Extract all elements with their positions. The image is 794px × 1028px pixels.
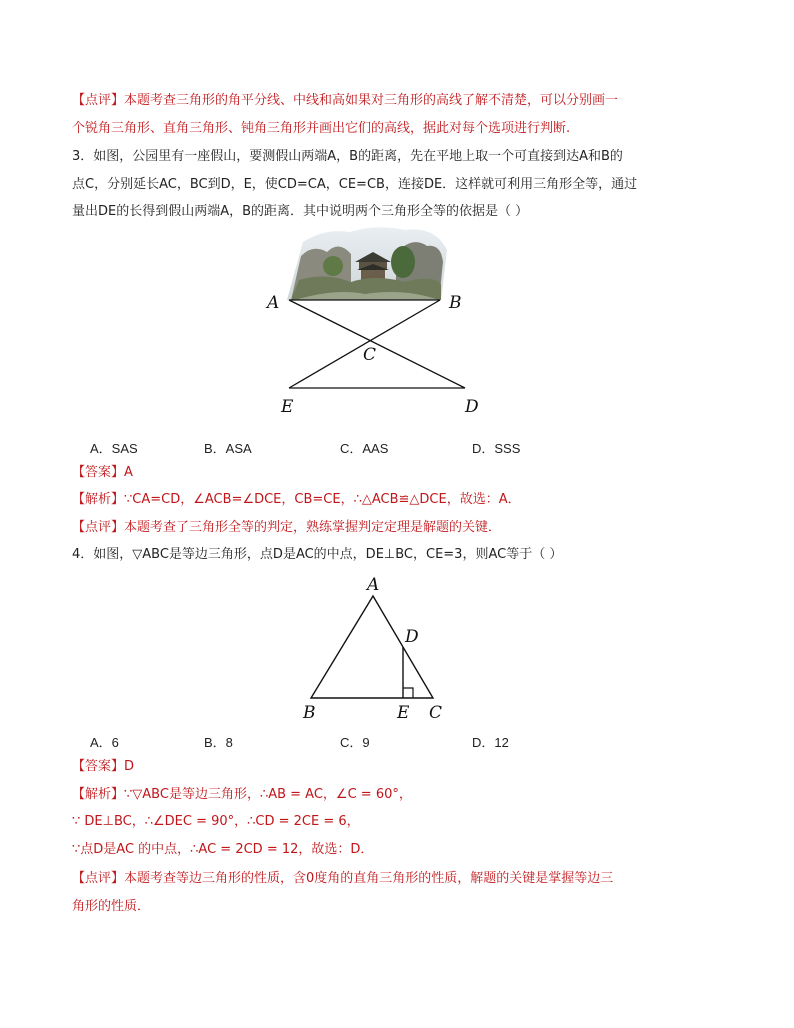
q4-label-a: A [367, 575, 380, 595]
answer-tag: 【答案】 [72, 759, 125, 774]
q4-option-d[interactable]: D．12 [472, 735, 509, 750]
q3-option-d[interactable]: D．SSS [472, 441, 521, 456]
q3-label-b: B [449, 293, 462, 313]
q4-label-e: E [397, 703, 410, 722]
q3-option-b[interactable]: B．ASA [204, 441, 252, 456]
q3-comment [72, 519, 501, 537]
q4-stem: 4．如图，▽ABC是等边三角形，点D是AC的中点，DE⊥BC，CE=3，则AC等于（ ） [72, 547, 563, 562]
q3-option-a[interactable]: A．SAS [90, 441, 138, 456]
q3-option-c[interactable]: C．AAS [340, 441, 389, 456]
q4-answer [72, 758, 134, 776]
q3-comment-text: 本题考查了三角形全等的判定，熟练掌握判定定理是解题的关键． [124, 520, 502, 535]
q3-label-e: E [281, 397, 294, 417]
prev-comment-line1 [72, 92, 618, 110]
q4-analysis-line3: ∵点D是AC 的中点，∴AC = 2CD = 12，故选：D． [72, 842, 374, 857]
q3-label-d: D [465, 397, 479, 417]
q3-label-c: C [363, 345, 377, 365]
q4-label-b: B [303, 703, 316, 722]
q3-label-a: A [267, 293, 280, 313]
q4-option-b[interactable]: B．8 [204, 735, 233, 750]
q4-label-c: C [429, 703, 443, 722]
analysis-tag: 【解析】 [72, 787, 125, 802]
q3-stem-line3: 量出DE的长得到假山两端A，B的距离．其中说明两个三角形全等的依据是（ ） [72, 204, 529, 219]
q3-answer [72, 464, 133, 482]
q3-analysis [72, 491, 521, 509]
analysis-tag: 【解析】 [72, 492, 125, 507]
q3-stem-line1: 3．如图，公园里有一座假山，要测假山两端A，B的距离，先在平地上取一个可直接到达A和B的 [72, 149, 623, 164]
q4-option-a[interactable]: A．6 [90, 735, 119, 750]
q3-analysis-text: ∵CA=CD，∠ACB=∠DCE，CB=CE，∴△ACB≌△DCE，故选：A． [124, 492, 521, 507]
q4-answer-value: D [124, 759, 135, 774]
answer-tag: 【答案】 [72, 465, 125, 480]
q4-comment-line1 [72, 870, 613, 888]
q4-option-c[interactable]: C．9 [340, 735, 370, 750]
prev-comment-text1: 本题考查三角形的角平分线、中线和高如果对三角形的高线了解不清楚，可以分别画一 [124, 93, 619, 108]
comment-tag: 【点评】 [72, 93, 125, 108]
q4-label-d: D [405, 627, 419, 647]
q3-figure [255, 222, 495, 417]
q4-comment-text1: 本题考查等边三角形的性质，含0度角的直角三角形的性质，解题的关键是掌握等边三 [124, 871, 614, 886]
q3-answer-value: A [124, 465, 133, 480]
comment-tag: 【点评】 [72, 520, 125, 535]
q4-figure [295, 572, 455, 722]
q4-analysis-line1 [72, 786, 412, 804]
prev-comment-line2: 个锐角三角形、直角三角形、钝角三角形并画出它们的高线，据此对每个选项进行判断. [72, 121, 571, 136]
q4-analysis-text1: ∵▽ABC是等边三角形，∴AB = AC，∠C = 60°， [124, 787, 412, 802]
rockery-photo [287, 227, 447, 300]
comment-tag: 【点评】 [72, 871, 125, 886]
q4-comment-line2: 角形的性质． [72, 899, 151, 914]
q3-stem-line2: 点C，分别延长AC，BC到D，E，使CD=CA，CE=CB，连接DE．这样就可利用三角形全等，通过 [72, 177, 638, 192]
q4-analysis-line2: ∵ DE⊥BC，∴∠DEC = 90°，∴CD = 2CE = 6， [72, 814, 360, 829]
